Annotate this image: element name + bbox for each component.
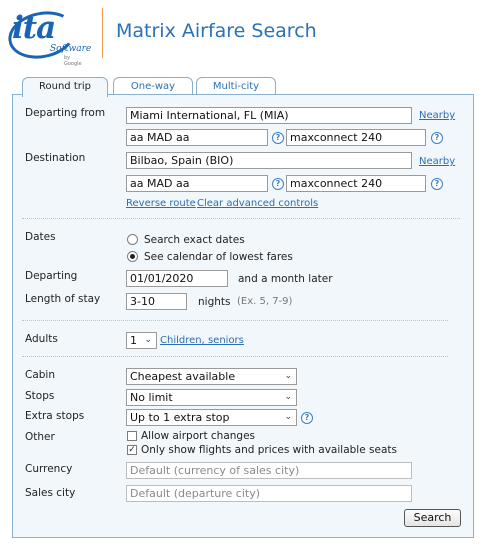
chevron-down-icon: ⌄	[284, 371, 292, 381]
cabin-select-value: Cheapest available	[130, 370, 236, 383]
chevron-down-icon: ⌄	[284, 392, 292, 402]
extra-stops-label: Extra stops	[25, 410, 85, 422]
adults-select[interactable]	[126, 332, 157, 349]
extra-stops-help-icon[interactable]: ?	[301, 412, 313, 424]
departing-nearby-link[interactable]: Nearby	[419, 110, 456, 121]
routing-help-icon[interactable]: ?	[272, 132, 284, 144]
available-seats-label: Only show flights and prices with available seats	[141, 444, 397, 456]
departing-from-input[interactable]: Miami International, FL (MIA)	[126, 107, 412, 124]
section-divider	[22, 356, 448, 357]
cabin-label: Cabin	[25, 369, 56, 381]
chevron-down-icon: ⌄	[144, 335, 152, 345]
logo-wordmark: ita	[12, 10, 56, 46]
departing-routing-codes-input[interactable]: aa MAD aa	[126, 129, 268, 146]
extension-help-icon[interactable]: ?	[431, 178, 443, 190]
destination-input[interactable]: Bilbao, Spain (BIO)	[126, 152, 412, 169]
length-of-stay-input[interactable]: 3-10	[126, 293, 187, 310]
tab-one-way[interactable]: One-way	[113, 77, 193, 95]
available-seats-checkbox[interactable]: ✓	[128, 445, 136, 455]
cabin-select[interactable]	[126, 368, 297, 385]
destination-label: Destination	[25, 152, 86, 164]
header-divider	[102, 8, 103, 58]
section-divider	[22, 218, 460, 219]
search-button[interactable]: Search	[404, 509, 461, 527]
destination-extension-codes-input[interactable]: maxconnect 240	[286, 175, 426, 192]
search-exact-dates-label: Search exact dates	[144, 234, 245, 246]
currency-input[interactable]: Default (currency of sales city)	[126, 462, 412, 479]
logo-subtext: Software	[50, 44, 92, 54]
clear-advanced-controls-link[interactable]: Clear advanced controls	[197, 198, 319, 209]
children-seniors-link[interactable]: Children, seniors	[160, 335, 244, 346]
extra-stops-select[interactable]	[126, 409, 297, 426]
length-of-stay-label: Length of stay	[25, 293, 101, 305]
calendar-lowest-fares-radio[interactable]	[127, 251, 138, 262]
calendar-lowest-fares-label: See calendar of lowest fares	[144, 251, 293, 263]
stops-label: Stops	[25, 390, 55, 402]
departing-from-label: Departing from	[25, 107, 106, 119]
adults-label: Adults	[25, 333, 58, 345]
adults-select-value: 1	[130, 334, 137, 347]
extension-help-icon[interactable]: ?	[431, 132, 443, 144]
search-exact-dates-radio[interactable]	[127, 234, 138, 245]
destination-routing-codes-input[interactable]: aa MAD aa	[126, 175, 268, 192]
section-divider	[22, 320, 448, 321]
allow-airport-changes-label: Allow airport changes	[141, 430, 256, 442]
length-of-stay-example-hint: (Ex. 5, 7-9)	[237, 296, 293, 307]
extra-stops-select-value: Up to 1 extra stop	[130, 411, 230, 424]
currency-label: Currency	[25, 463, 73, 475]
destination-nearby-link[interactable]: Nearby	[419, 156, 456, 167]
routing-help-icon[interactable]: ?	[272, 178, 284, 190]
page-title: Matrix Airfare Search	[116, 20, 317, 42]
reverse-route-link[interactable]: Reverse route	[126, 198, 196, 209]
departing-date-range-text: and a month later	[238, 273, 333, 285]
ita-software-logo	[8, 10, 92, 67]
other-label: Other	[25, 431, 55, 443]
chevron-down-icon: ⌄	[284, 412, 292, 422]
allow-airport-changes-checkbox[interactable]	[127, 431, 137, 441]
tab-round-trip[interactable]: Round trip	[22, 77, 108, 97]
departing-date-input[interactable]: 01/01/2020	[126, 270, 228, 287]
sales-city-label: Sales city	[25, 487, 76, 499]
departing-extension-codes-input[interactable]: maxconnect 240	[286, 129, 426, 146]
dates-label: Dates	[25, 231, 56, 243]
nights-unit-label: nights	[198, 296, 231, 308]
stops-select-value: No limit	[130, 391, 173, 404]
departing-label: Departing	[25, 270, 78, 282]
tab-multi-city[interactable]: Multi-city	[196, 77, 276, 95]
stops-select[interactable]	[126, 389, 297, 406]
sales-city-input[interactable]: Default (departure city)	[126, 485, 412, 502]
logo-byline: by Google	[64, 55, 82, 67]
